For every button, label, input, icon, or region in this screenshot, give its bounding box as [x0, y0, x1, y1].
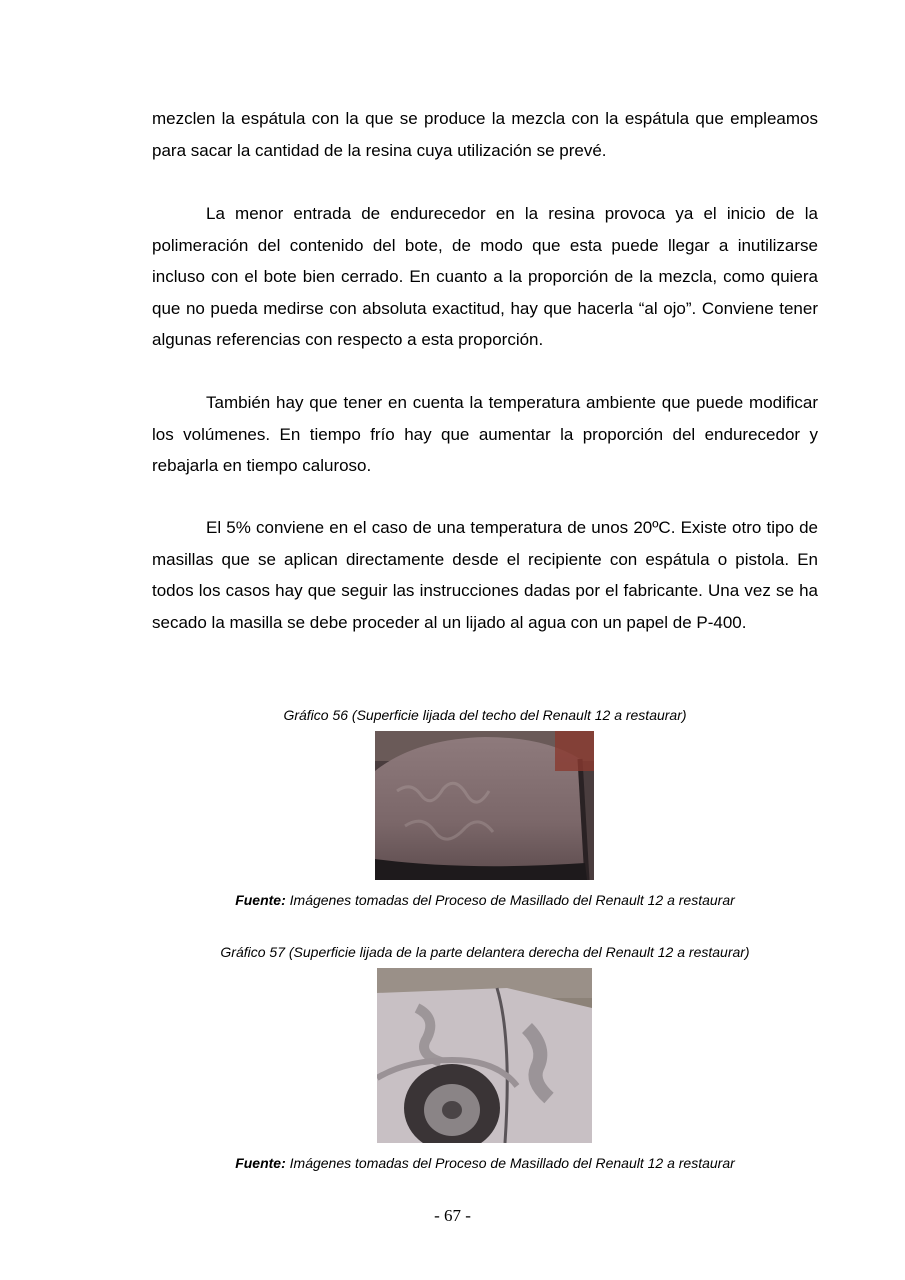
roof-photo [375, 731, 594, 880]
page-number: - 67 - [434, 1206, 471, 1225]
front-fender-photo-image [377, 968, 592, 1143]
source-label: Fuente: [235, 1155, 286, 1171]
paragraph-2: La menor entrada de endurecedor en la resina provoca ya el inicio de la polimeración del contenido del bote, de modo que esta puede llegar a inutilizarse incluso con el bote bien cerrado. En cuanto a la proporción de la mezcla, como quiera que no pueda medirse con absoluta exactitud, hay que hacerla “al ojo”. Conviene tener algunas referencias con respecto a esta proporción. [152, 204, 818, 349]
source-label: Fuente: [235, 892, 286, 908]
figure-57-source [100, 1154, 870, 1172]
figure-56-caption: Gráfico 56 (Superficie lijada del techo del Renault 12 a restaurar) [283, 707, 687, 723]
paragraph-4: El 5% conviene en el caso de una temperatura de unos 20ºC. Existe otro tipo de masillas que se aplican directamente desde el recipiente con espátula o pistola. En todos los casos hay que seguir las instrucciones dadas por el fabricante. Una vez se ha secado la masilla se debe proceder al un lijado al agua con un papel de P-400. [152, 518, 818, 632]
front-fender-photo [377, 968, 592, 1143]
figure-57-caption: Gráfico 57 (Superficie lijada de la parte delantera derecha del Renault 12 a restaurar) [220, 944, 750, 960]
figure-56-source [100, 891, 870, 909]
paragraph-1: mezclen la espátula con la que se produce la mezcla con la espátula que empleamos para sacar la cantidad de la resina cuya utilización se prevé. [152, 109, 818, 160]
roof-photo-image [375, 731, 594, 880]
source-text: Imágenes tomadas del Proceso de Masillado del Renault 12 a restaurar [285, 892, 735, 908]
paragraph-3: También hay que tener en cuenta la temperatura ambiente que puede modificar los volúmenes. En tiempo frío hay que aumentar la proporción del endurecedor y rebajarla en tiempo caluroso. [152, 393, 818, 475]
source-text: Imágenes tomadas del Proceso de Masillado del Renault 12 a restaurar [285, 1155, 735, 1171]
